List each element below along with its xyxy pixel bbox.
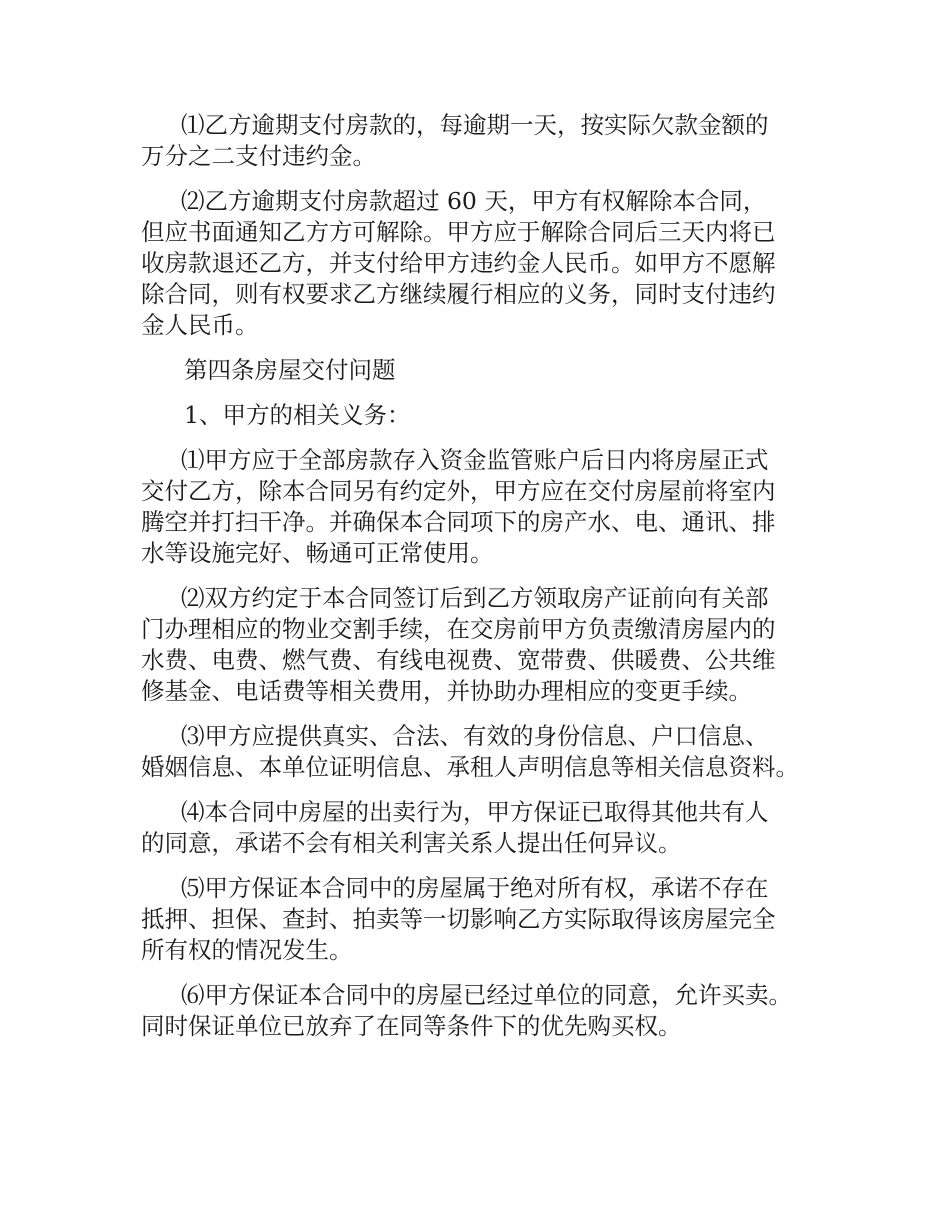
text-line: 婚姻信息、本单位证明信息、承租人声明信息等相关信息资料。 <box>141 753 799 781</box>
text-line: 除合同，则有权要求乙方继续履行相应的义务，同时支付违约 <box>141 280 776 308</box>
text-line: 万分之二支付违约金。 <box>141 142 376 170</box>
text-line: ⑶甲方应提供真实、合法、有效的身份信息、户口信息、 <box>181 722 769 750</box>
text-line: 但应书面通知乙方方可解除。甲方应于解除合同后三天内将已 <box>141 218 776 246</box>
text-line: ⑵双方约定于本合同签订后到乙方领取房产证前向有关部 <box>181 584 769 612</box>
text-line: 所有权的情况发生。 <box>141 936 353 964</box>
paragraph-overdue-termination <box>141 186 831 341</box>
text-line: 的同意，承诺不会有相关利害关系人提出任何异议。 <box>141 829 682 857</box>
text-line: 抵押、担保、查封、拍卖等一切影响乙方实际取得该房屋完全 <box>141 905 776 933</box>
document-page <box>141 110 831 1056</box>
text-line: ⑸甲方保证本合同中的房屋属于绝对所有权，承诺不存在 <box>181 874 769 902</box>
text-line: ⑵乙方逾期支付房款超过 60 天，甲方有权解除本合同， <box>181 187 767 215</box>
section-heading-article-4: 第四条房屋交付问题 <box>184 356 396 384</box>
text-line: 修基金、电话费等相关费用，并协助办理相应的变更手续。 <box>141 677 752 705</box>
paragraph-delivery <box>141 445 831 569</box>
text-line: 收房款退还乙方，并支付给甲方违约金人民币。如甲方不愿解 <box>141 249 776 277</box>
paragraph-identity-info <box>141 721 831 783</box>
text-line: ⑴甲方应于全部房款存入资金监管账户后日内将房屋正式 <box>181 446 769 474</box>
paragraph-property-handover <box>141 583 831 707</box>
paragraph-co-owner-consent <box>141 797 831 859</box>
text-line: ⑴乙方逾期支付房款的，每逾期一天，按实际欠款金额的 <box>181 111 769 139</box>
text-line: 水等设施完好、畅通可正常使用。 <box>141 539 494 567</box>
paragraph-absolute-ownership <box>141 873 831 966</box>
text-line: 同时保证单位已放弃了在同等条件下的优先购买权。 <box>141 1012 682 1040</box>
text-line: 金人民币。 <box>141 311 259 339</box>
paragraph-overdue-penalty <box>141 110 831 172</box>
text-line: ⑹甲方保证本合同中的房屋已经过单位的同意，允许买卖。 <box>181 981 792 1009</box>
text-line: 腾空并打扫干净。并确保本合同项下的房产水、电、通讯、排 <box>141 508 776 536</box>
text-line: 交付乙方，除本合同另有约定外，甲方应在交付房屋前将室内 <box>141 477 776 505</box>
text-line: ⑷本合同中房屋的出卖行为，甲方保证已取得其他共有人 <box>181 798 769 826</box>
text-line: 门办理相应的物业交割手续，在交房前甲方负责缴清房屋内的 <box>141 615 776 643</box>
paragraph-unit-consent <box>141 980 831 1042</box>
text-line: 水费、电费、燃气费、有线电视费、宽带费、供暖费、公共维 <box>141 646 776 674</box>
subheading-party-a-obligations: 1、甲方的相关义务： <box>184 401 411 429</box>
